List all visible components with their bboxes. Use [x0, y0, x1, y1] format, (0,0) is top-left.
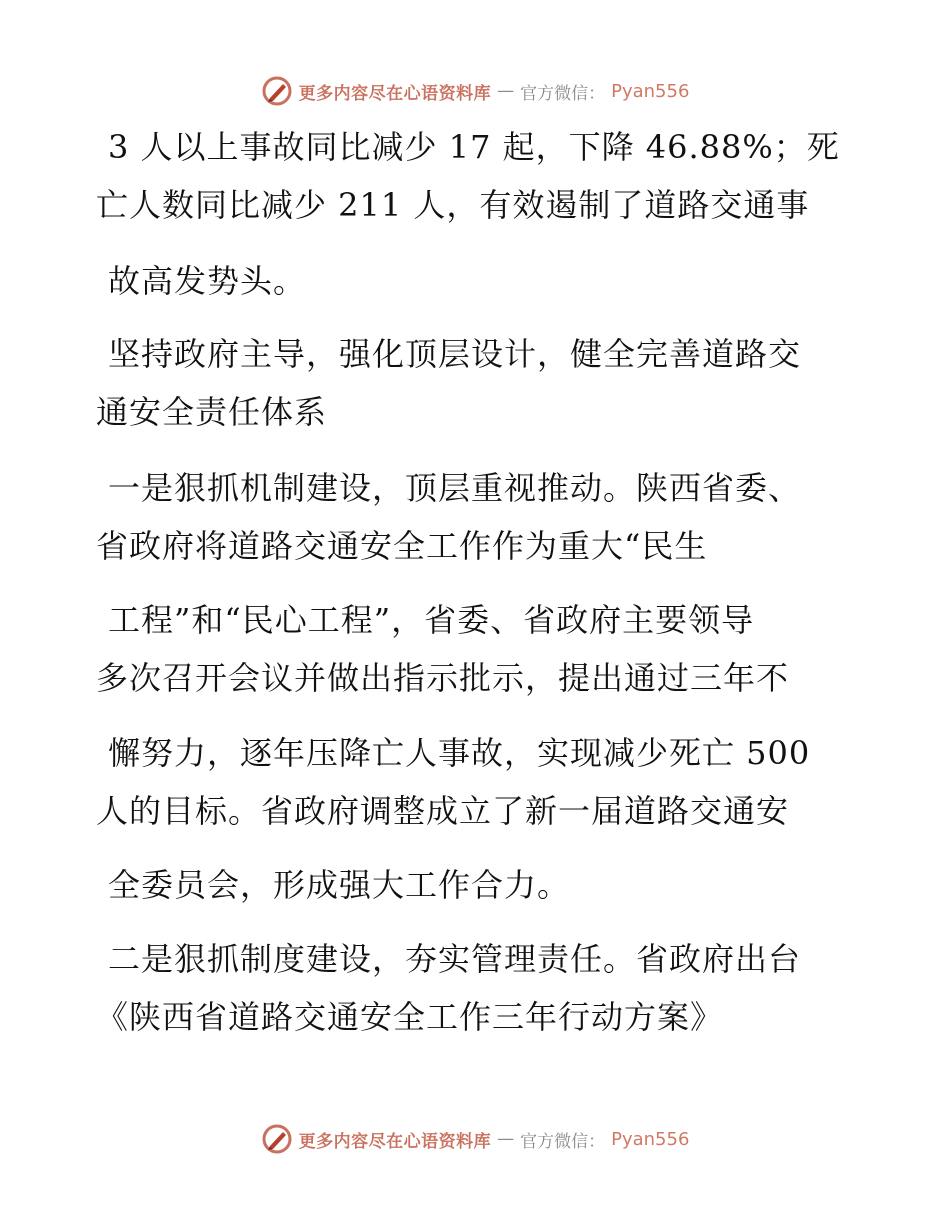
watermark-text: 更多内容尽在心语资料库 — [298, 1131, 492, 1152]
watermark-wechat-id: Pyan556 — [611, 80, 690, 102]
text-line: 坚持政府主导，强化顶层设计，健全完善道路交 — [108, 335, 802, 373]
text-line: 人的目标。省政府调整成立了新一届道路交通安 — [96, 792, 790, 830]
text-line: 亡人数同比减少 211 人，有效遏制了道路交通事 — [96, 186, 810, 224]
text-line: 故高发势头。 — [108, 262, 307, 300]
watermark-dash: — — [497, 81, 515, 101]
text-line: 3 人以上事故同比减少 17 起，下降 46.88%；死 — [108, 128, 840, 166]
pen-logo-icon — [261, 1123, 293, 1155]
footer-watermark — [0, 1119, 950, 1159]
text-line: 二是狠抓制度建设，夯实管理责任。省政府出台 — [108, 940, 802, 978]
watermark-text: 更多内容尽在心语资料库 — [298, 83, 492, 104]
header-watermark — [0, 71, 950, 111]
text-line: 省政府将道路交通安全工作作为重大“民生 — [96, 527, 708, 565]
text-line: 懈努力，逐年压降亡人事故，实现减少死亡 500 — [108, 734, 811, 772]
text-line: 多次召开会议并做出指示批示，提出通过三年不 — [96, 659, 790, 697]
watermark-wechat-label: 官方微信： — [520, 83, 606, 104]
text-line: 全委员会，形成强大工作合力。 — [108, 866, 571, 904]
watermark-wechat-label: 官方微信： — [520, 1131, 606, 1152]
watermark-wechat-id: Pyan556 — [611, 1128, 690, 1150]
watermark-dash: — — [497, 1129, 515, 1149]
pen-logo-icon — [261, 75, 293, 107]
text-line: 一是狠抓机制建设，顶层重视推动。陕西省委、 — [108, 469, 802, 507]
text-line: 工程”和“民心工程”，省委、省政府主要领导 — [108, 601, 755, 639]
text-line: 通安全责任体系 — [96, 393, 328, 431]
text-line: 《陕西省道路交通安全工作三年行动方案》 — [96, 998, 724, 1036]
